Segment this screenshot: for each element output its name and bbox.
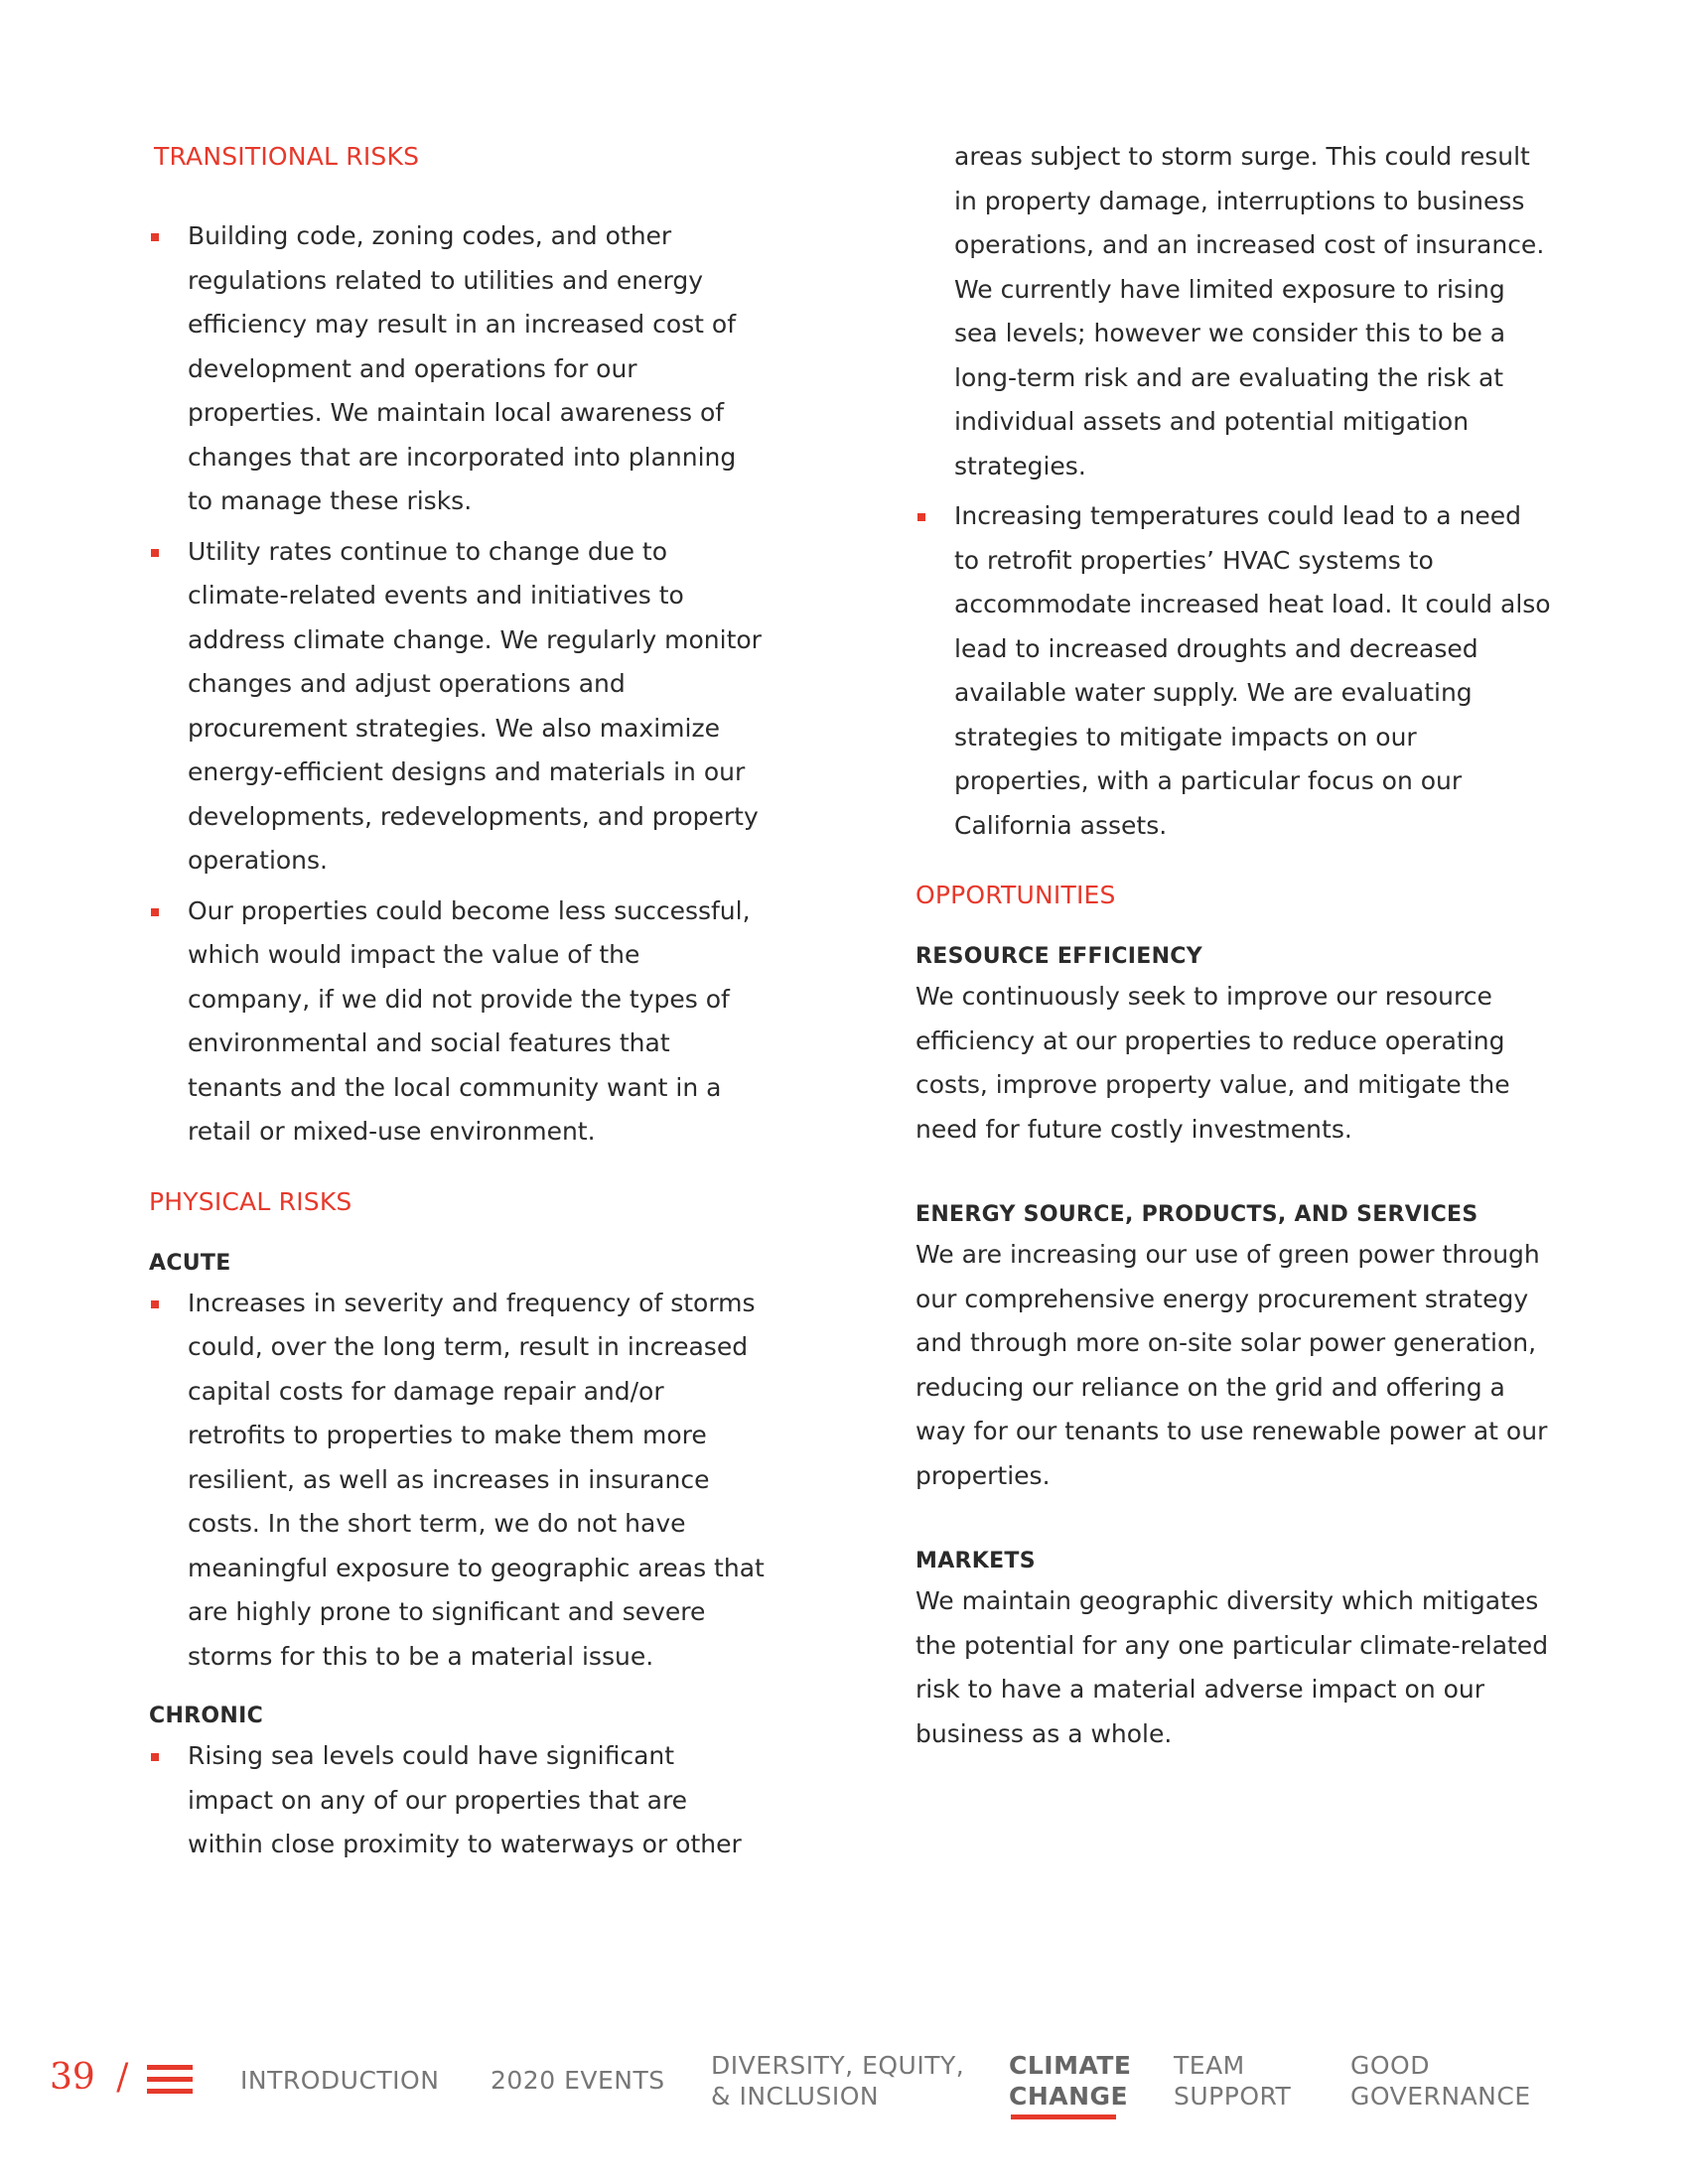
hamburger-menu-icon[interactable] — [147, 2065, 193, 2099]
active-nav-underline — [1011, 2115, 1116, 2119]
energy-source-text: We are increasing our use of green power through our comprehensive energy procurement strategy and through more on-site solar power generation, reducing our reliance on the grid and offering a way for our tenants to use renewable power at our properties. — [915, 1240, 1548, 1490]
chronic-label: CHRONIC — [149, 1704, 264, 1728]
chronic-continued-text: areas subject to storm surge. This could result in property damage, interruptions to business operations, and an increased cost of insurance. We currently have limited exposure to rising sea levels; however we consider this to be a long-term risk and are evaluating the risk at individual assets and potential mitigation strategies. — [954, 142, 1545, 480]
nav-diversity-equity-inclusion[interactable]: DIVERSITY, EQUITY, & INCLUSION — [711, 2051, 965, 2111]
chronic-list-continued — [915, 494, 1551, 848]
nav-climate-change[interactable]: CLIMATE CHANGE — [1009, 2051, 1132, 2111]
acute-label: ACUTE — [149, 1250, 231, 1276]
list-item: Our properties could become less successful, which would impact the value of the company, if we did not provide the types of environmental and social features that tenants and the local community want in a retail or mixed-use environment. — [149, 889, 765, 1155]
markets-label: MARKETS — [915, 1549, 1036, 1573]
nav-2020-events[interactable]: 2020 EVENTS — [491, 2066, 665, 2095]
resource-efficiency-label: RESOURCE EFFICIENCY — [915, 944, 1202, 969]
markets-text: We maintain geographic diversity which mitigates the potential for any one particular climate-related risk to have a material adverse impact on our business as a whole. — [915, 1586, 1549, 1748]
opportunities-heading: OPPORTUNITIES — [915, 881, 1116, 909]
list-item: Building code, zoning codes, and other regulations related to utilities and energy efficiency may result in an increased cost of development and operations for our properties. We maintain local awareness of changes that are incorporated into planning to manage these risks. — [149, 214, 765, 524]
nav-good-governance[interactable]: GOOD GOVERNANCE — [1350, 2051, 1531, 2111]
chronic-list — [149, 1734, 765, 1867]
energy-source-label: ENERGY SOURCE, PRODUCTS, AND SERVICES — [915, 1202, 1478, 1227]
nav-team-support[interactable]: TEAM SUPPORT — [1174, 2051, 1292, 2111]
page-number — [50, 2057, 128, 2098]
list-item: Increasing temperatures could lead to a need to retrofit properties’ HVAC systems to accommodate increased heat load. It could also lead to increased droughts and decreased available water supply. We are evaluating strategies to mitigate impacts on our properties, with a particular focus on our California assets. — [915, 494, 1551, 848]
right-column — [915, 139, 1551, 1756]
transitional-risks-heading: TRANSITIONAL RISKS — [154, 142, 420, 171]
list-item: Increases in severity and frequency of storms could, over the long term, result in increased capital costs for damage repair and/or retrofits to properties to make them more resilient, as well as increases in insurance costs. In the short term, we do not have meaningful exposure to geographic areas that are highly prone to significant and severe storms for this to be a material issue. — [149, 1282, 765, 1680]
transitional-risks-list — [149, 214, 765, 1155]
page-number-separator: / — [116, 2057, 129, 2098]
physical-risks-heading: PHYSICAL RISKS — [149, 1186, 352, 1216]
left-column — [149, 139, 765, 1873]
footer-nav — [0, 2035, 1688, 2154]
list-item: Rising sea levels could have significant impact on any of our properties that are within close proximity to waterways or other — [149, 1734, 765, 1867]
acute-list — [149, 1282, 765, 1680]
resource-efficiency-text: We continuously seek to improve our resource efficiency at our properties to reduce operating costs, improve property value, and mitigate the need for future costly investments. — [915, 982, 1510, 1144]
page-number-value: 39 — [50, 2057, 95, 2098]
nav-introduction[interactable]: INTRODUCTION — [240, 2066, 440, 2095]
list-item: Utility rates continue to change due to climate-related events and initiatives to address climate change. We regularly monitor changes and adjust operations and procurement strategies. We also maximize energy-efficient designs and materials in our developments, redevelopments, and property operations. — [149, 530, 765, 884]
